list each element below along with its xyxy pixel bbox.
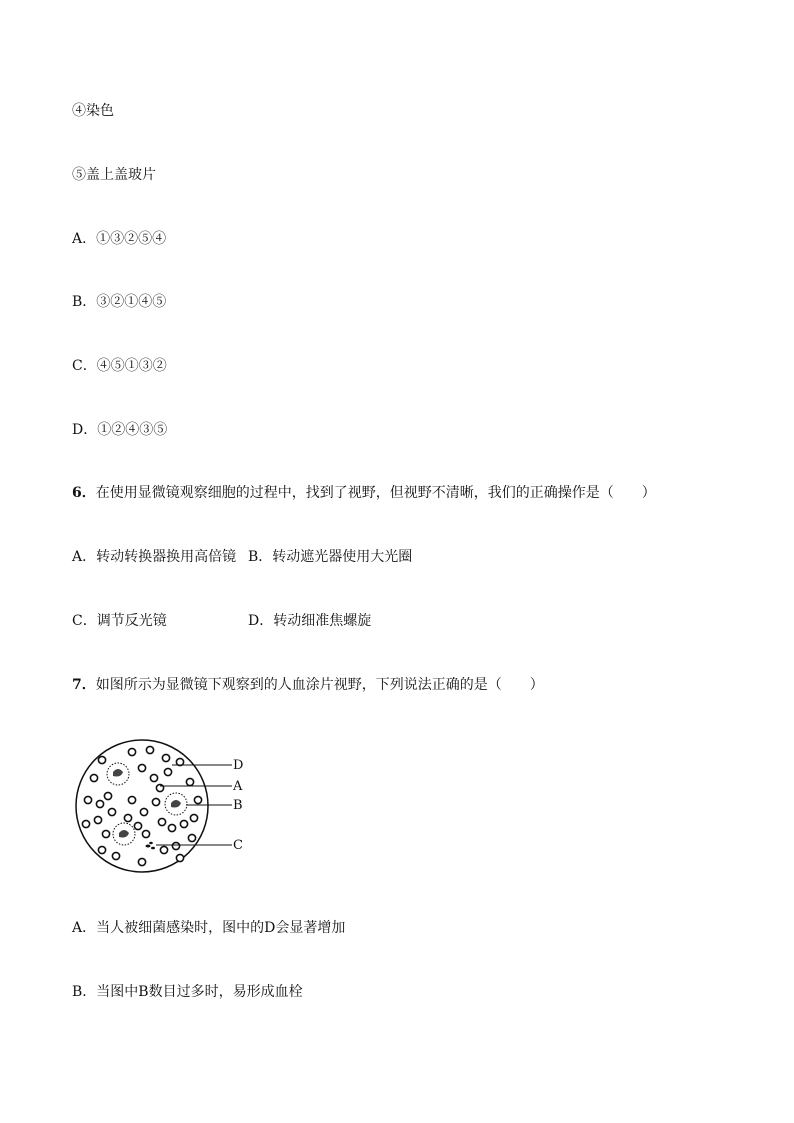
red-blood-cell [158, 818, 165, 825]
red-blood-cell [162, 754, 169, 761]
red-blood-cell [96, 800, 103, 807]
question-6 [72, 484, 656, 502]
red-blood-cell [140, 808, 147, 815]
red-blood-cell [98, 756, 105, 763]
red-blood-cell [180, 820, 187, 827]
red-blood-cell [90, 774, 97, 781]
red-blood-cell [84, 796, 91, 803]
q6-option-b: B．转动遮光器使用大光圈 [248, 549, 413, 565]
red-blood-cell [194, 796, 201, 803]
step-4: ④染色 [72, 103, 114, 119]
red-blood-cell [160, 846, 167, 853]
label-a: A [233, 779, 243, 794]
q6-option-d: D．转动细准焦螺旋 [248, 613, 372, 629]
red-blood-cell [82, 820, 89, 827]
red-blood-cell [188, 834, 195, 841]
red-blood-cell [128, 748, 135, 755]
q6-option-a: A．转动转换器换用高倍镜 [72, 549, 237, 565]
red-blood-cell [138, 858, 145, 865]
red-blood-cell [102, 830, 109, 837]
q5-option-d: D．①②④③⑤ [72, 422, 168, 438]
red-blood-cell [94, 816, 101, 823]
question-7 [72, 676, 544, 694]
question-6-number: 6． [72, 485, 96, 501]
blood-smear-figure [72, 738, 262, 878]
red-blood-cell [134, 822, 141, 829]
red-blood-cell [142, 830, 149, 837]
red-blood-cell [156, 784, 163, 791]
step-5: ⑤盖上盖玻片 [72, 167, 156, 183]
red-blood-cell [138, 764, 145, 771]
red-blood-cell [172, 842, 179, 849]
red-blood-cell [176, 854, 183, 861]
q6-option-c: C．调节反光镜 [72, 613, 167, 629]
red-blood-cell [98, 846, 105, 853]
red-blood-cell [150, 774, 157, 781]
label-c: C [233, 838, 243, 853]
platelets [146, 842, 156, 850]
microscope-field [76, 740, 208, 872]
label-d: D [233, 758, 244, 773]
q7-option-a: A．当人被细菌感染时，图中的D会显著增加 [72, 920, 346, 936]
red-blood-cell [104, 792, 111, 799]
platelet [146, 845, 151, 848]
platelet [149, 842, 153, 844]
q5-option-b: B．③②①④⑤ [72, 294, 167, 310]
q7-option-b: B．当图中B数目过多时，易形成血栓 [72, 984, 303, 1000]
red-blood-cell [190, 814, 197, 821]
red-blood-cell [124, 814, 131, 821]
q5-option-c: C．④⑤①③② [72, 358, 167, 374]
red-blood-cell [112, 852, 119, 859]
label-b: B [233, 798, 243, 813]
red-blood-cell [152, 798, 159, 805]
question-7-number: 7． [72, 677, 96, 693]
red-blood-cell [146, 746, 153, 753]
red-blood-cell [164, 768, 171, 775]
red-blood-cell [128, 796, 135, 803]
q5-option-a: A．①③②⑤④ [72, 231, 167, 247]
red-blood-cell [186, 778, 193, 785]
question-6-text: 在使用显微镜观察细胞的过程中，找到了视野，但视野不清晰，我们的正确操作是（ ） [95, 485, 656, 501]
red-blood-cell [168, 824, 175, 831]
red-blood-cell [108, 808, 115, 815]
platelet [151, 847, 155, 850]
question-7-text: 如图所示为显微镜下观察到的人血涂片视野，下列说法正确的是（ ） [95, 677, 544, 693]
